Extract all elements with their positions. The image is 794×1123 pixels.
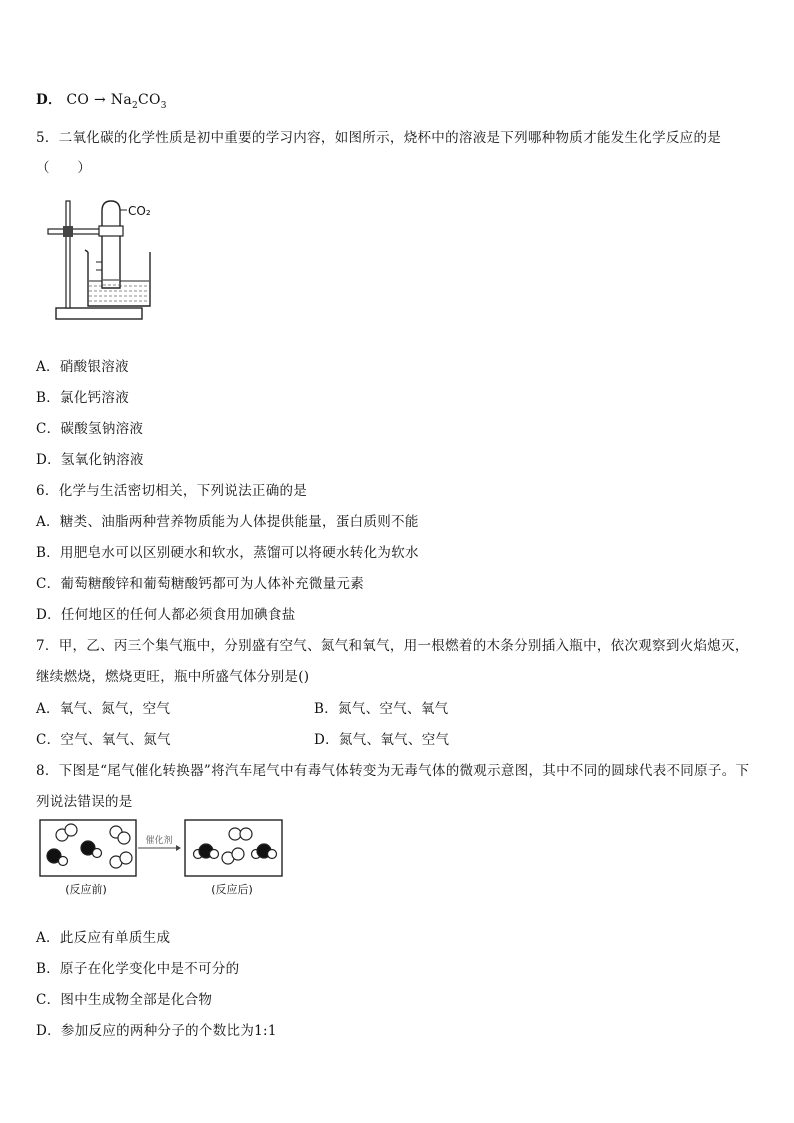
- q8-stem-line2: 列说法错误的是: [36, 794, 133, 810]
- q5-option-a: A．硝酸银溶液: [36, 359, 129, 375]
- q7-option-b: B．氮气、空气、氧气: [314, 701, 449, 717]
- atom-white: [229, 828, 241, 840]
- q5-bracket: （ ）: [36, 160, 92, 176]
- co2-label: CO₂: [128, 204, 151, 218]
- atom-white: [232, 848, 244, 860]
- clamp-boss: [63, 226, 73, 237]
- atom-white: [120, 852, 132, 864]
- q6-option-d: D．任何地区的任何人都必须食用加碘食盐: [36, 607, 296, 623]
- atom-white: [65, 824, 77, 836]
- q5-option-c: C．碳酸氢钠溶液: [36, 421, 144, 437]
- q8-option-d: D．参加反应的两种分子的个数比为1:1: [36, 1023, 277, 1039]
- formula-product-part: CO: [138, 92, 161, 108]
- atom-white: [268, 850, 277, 859]
- atom-white: [240, 828, 252, 840]
- atom-white: [210, 850, 219, 859]
- arrow-head-icon: [176, 845, 181, 851]
- test-tube: [102, 201, 120, 288]
- formula-reactant: CO: [66, 92, 90, 108]
- q4-option-d-label: D．: [36, 92, 62, 108]
- catalyst-label: 催化剂: [145, 836, 173, 846]
- q7-option-a: A．氧气、氮气，空气: [36, 701, 171, 717]
- q5-stem: 5．二氧化碳的化学性质是初中重要的学习内容，如图所示，烧杯中的溶液是下列哪种物质才能发生化学反应的是: [36, 130, 722, 146]
- q6-stem: 6．化学与生活密切相关，下列说法正确的是: [36, 483, 308, 499]
- tube-clamp: [99, 226, 123, 236]
- q5-apparatus-figure: [44, 196, 164, 322]
- before-label: (反应前): [65, 883, 107, 896]
- q8-stem-line1: 8．下图是“尾气催化转换器”将汽车尾气中有毒气体转变为无毒气体的微观示意图，其中不同的圆球代表不同原子。下: [36, 763, 750, 779]
- q6-option-c: C．葡萄糖酸锌和葡萄糖酸钙都可为人体补充微量元素: [36, 576, 365, 592]
- q7-option-d: D．氮气、氧气、空气: [314, 732, 450, 748]
- q5-option-d: D．氢氧化钠溶液: [36, 452, 144, 468]
- atom-white: [59, 857, 68, 866]
- q8-option-c: C．图中生成物全部是化合物: [36, 992, 213, 1008]
- formula-subscript: 3: [160, 100, 167, 111]
- stand-base: [56, 308, 142, 319]
- formula-product-part: Na: [110, 92, 132, 108]
- formula-subscript: 2: [131, 100, 138, 111]
- q6-option-a: A．糖类、油脂两种营养物质能为人体提供能量，蛋白质则不能: [36, 514, 419, 530]
- atom-white: [93, 849, 102, 858]
- arrow-icon: →: [93, 92, 106, 108]
- q8-option-a: A．此反应有单质生成: [36, 930, 171, 946]
- q7-option-c: C．空气、氧气、氮气: [36, 732, 171, 748]
- q8-option-b: B．原子在化学变化中是不可分的: [36, 961, 240, 977]
- atom-white: [118, 832, 130, 844]
- q7-stem-line2: 继续燃烧，燃烧更旺，瓶中所盛气体分别是(): [36, 669, 310, 685]
- q4-option-d: [36, 88, 167, 111]
- q4-option-d-formula: [66, 92, 167, 111]
- q6-option-b: B．用肥皂水可以区别硬水和软水，蒸馏可以将硬水转化为软水: [36, 545, 419, 561]
- q8-reaction-diagram: [38, 818, 288, 900]
- q5-option-b: B．氯化钙溶液: [36, 390, 130, 406]
- after-label: (反应后): [211, 883, 253, 896]
- q7-stem-line1: 7．甲，乙、丙三个集气瓶中，分别盛有空气、氮气和氧气，用一根燃着的木条分别插入瓶中，依次观察到火焰熄灭，: [36, 638, 749, 654]
- stand-rod: [66, 201, 70, 308]
